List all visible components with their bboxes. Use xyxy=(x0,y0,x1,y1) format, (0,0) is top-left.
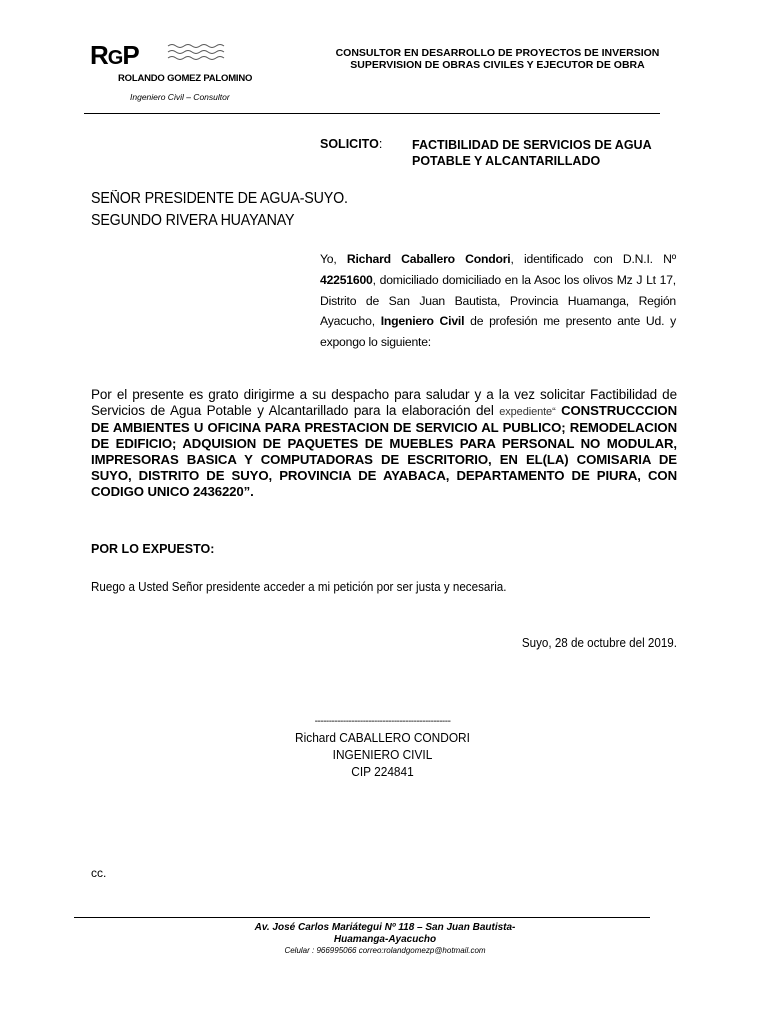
company-name: ROLANDO GOMEZ PALOMINO xyxy=(118,73,253,84)
dni-number: 42251600 xyxy=(320,272,373,287)
footer-contact: Celular : 966995066 correo:rolandgomezp@hotmail.com xyxy=(284,946,486,955)
signer-title: INGENIERO CIVIL xyxy=(332,748,433,762)
request-paragraph: Por el presente es grato dirigirme a su despacho para saludar y a la vez solicitar Factibilidad de Servicios de Agua Potable y Alcantarillado para la elaboración del expediente“ CONSTRUCCCION DE AMBIENTES U OFICINA PARA PRESTACION DE SERVICIO AL PUBLICO; REMODELACION DE EDIFICIO; ADQUISION DE PAQUETES DE MUEBLES PARA PERSONAL NO MODULAR, IMPRESORAS BASICA Y COMPUTADORAS DE ESCRITORIO, EN EL(LA) COMISARIA DE SUYO, DISTRITO DE SUYO, PROVINCIA DE AYABACA, DEPARTAMENTO DE PIURA, CON CODIGO UNICO 2436220”. xyxy=(91,387,677,499)
subject-label: SOLICITO: xyxy=(320,137,383,151)
company-tagline xyxy=(330,47,665,71)
petition-text: Ruego a Usted Señor presidente acceder a mi petición por ser justa y necesaria. xyxy=(91,580,507,594)
tagline-line: SUPERVISION DE OBRAS CIVILES Y EJECUTOR DE OBRA xyxy=(350,59,645,71)
applicant-name: Richard Caballero Condori xyxy=(346,252,511,266)
project-description: CONSTRUCCCION DE AMBIENTES U OFICINA PARA PRESTACION DE SERVICIO AL PUBLICO; REMODELACION DE EDIFICIO; ADQUISION DE PAQUETES DE MUEBLES PARA PERSONAL NO MODULAR, IMPRESORAS BASICA Y COMPUTADORAS DE ESCRITORIO, EN EL(LA) COMISARIA DE SUYO, DISTRITO DE SUYO, PROVINCIA DE AYABACA, DEPARTAMENTO DE PIURA, CON CODIGO UNICO 2436220”. xyxy=(91,403,677,499)
addressee-name: SEGUNDO RIVERA HUAYANAY xyxy=(91,212,295,229)
footer-address-line: Av. José Carlos Mariátegui Nº 118 – San Juan Bautista- xyxy=(254,922,516,933)
subject-text: FACTIBILIDAD DE SERVICIOS DE AGUA POTABLE Y ALCANTARILLADO xyxy=(412,138,652,168)
por-lo-expuesto: POR LO EXPUESTO: xyxy=(91,542,215,556)
tagline-line: CONSULTOR EN DESARROLLO DE PROYECTOS DE INVERSION xyxy=(335,47,660,59)
signer-name: Richard CABALLERO CONDORI xyxy=(295,731,470,745)
footer-address xyxy=(200,922,570,946)
intro-paragraph: Yo, Richard Caballero Condori, identificado con D.N.I. Nº 42251600, domiciliado domiciliado en la Asoc los olivos Mz J Lt 17, Distrito de San Juan Bautista, Provincia Huamanga, Región Ayacucho, Ingeniero Civil de profesión me presento ante Ud. y expongo lo siguiente: xyxy=(320,252,676,350)
waves-icon xyxy=(166,42,226,66)
signer-cip: CIP 224841 xyxy=(351,765,414,779)
date-line: Suyo, 28 de octubre del 2019. xyxy=(521,636,677,650)
header-divider xyxy=(84,113,660,114)
logo-monogram: RGP xyxy=(90,40,139,70)
footer-divider xyxy=(74,917,650,918)
cc-label: cc. xyxy=(91,866,107,880)
addressee-title: SEÑOR PRESIDENTE DE AGUA-SUYO. xyxy=(91,190,348,207)
footer-address-line: Huamanga-Ayacucho xyxy=(333,934,437,945)
company-role: Ingeniero Civil – Consultor xyxy=(130,92,230,102)
signature-line: ------------------------------------------------ xyxy=(314,716,451,727)
applicant-profession: Ingeniero Civil xyxy=(380,314,465,329)
letterhead-logo xyxy=(90,38,270,108)
